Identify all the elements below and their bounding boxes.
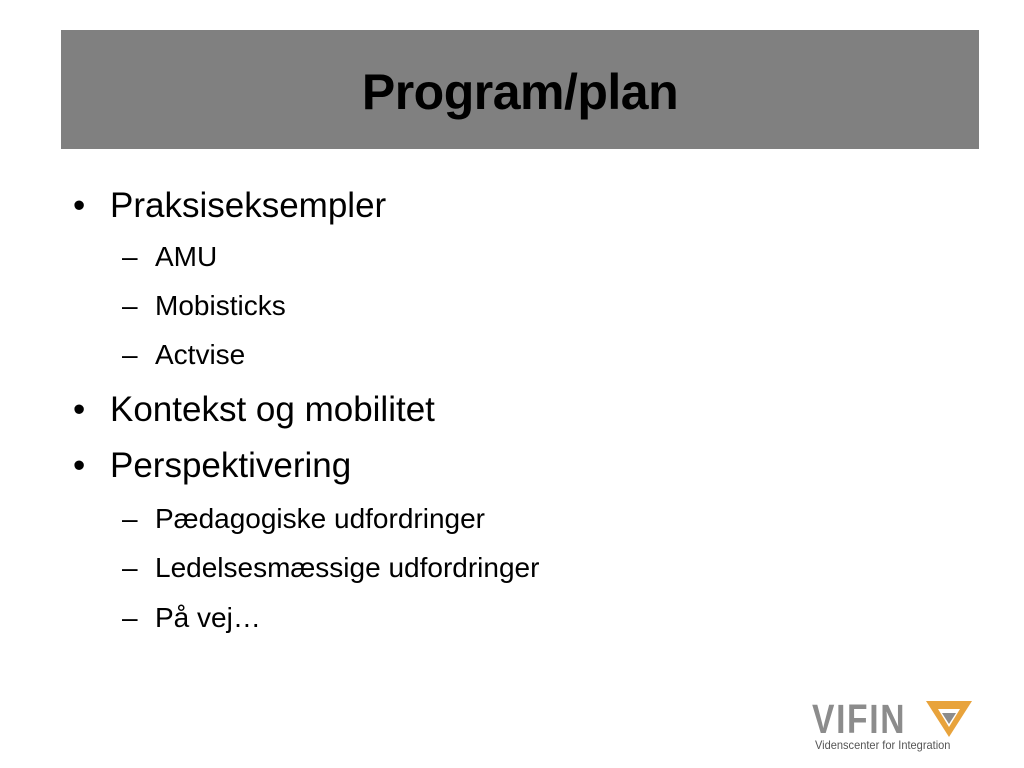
bullet-item bbox=[73, 446, 352, 486]
bullet-label: Perspektivering bbox=[110, 446, 352, 485]
bullet-label: Praksiseksempler bbox=[110, 186, 387, 225]
bullet-marker: • bbox=[73, 390, 86, 429]
sub-bullet-item bbox=[122, 290, 286, 322]
slide-title: Program/plan bbox=[361, 63, 679, 120]
dash-marker: – bbox=[122, 339, 138, 370]
bullet-item bbox=[73, 390, 435, 430]
bullet-label: Kontekst og mobilitet bbox=[110, 390, 435, 429]
logo-wordmark: VIFIN bbox=[812, 696, 907, 742]
vifin-triangle-logo-icon bbox=[924, 699, 974, 739]
sub-bullet-item bbox=[122, 503, 485, 535]
sub-bullet-label: Actvise bbox=[155, 339, 246, 370]
sub-bullet-item bbox=[122, 339, 246, 371]
sub-bullet-item bbox=[122, 241, 218, 273]
bullet-marker: • bbox=[73, 186, 86, 225]
sub-bullet-label: AMU bbox=[155, 241, 218, 272]
dash-marker: – bbox=[122, 241, 138, 272]
sub-bullet-item bbox=[122, 552, 540, 584]
bullet-item bbox=[73, 186, 387, 226]
bullet-marker: • bbox=[73, 446, 86, 485]
sub-bullet-label: På vej… bbox=[155, 602, 261, 633]
dash-marker: – bbox=[122, 552, 138, 583]
logo-subtitle: Videnscenter for Integration bbox=[815, 738, 951, 752]
sub-bullet-item bbox=[122, 602, 261, 634]
dash-marker: – bbox=[122, 602, 138, 633]
vifin-logo bbox=[812, 697, 982, 757]
sub-bullet-label: Ledelsesmæssige udfordringer bbox=[155, 552, 540, 583]
sub-bullet-label: Mobisticks bbox=[155, 290, 286, 321]
sub-bullet-label: Pædagogiske udfordringer bbox=[155, 503, 485, 534]
dash-marker: – bbox=[122, 290, 138, 321]
dash-marker: – bbox=[122, 503, 138, 534]
